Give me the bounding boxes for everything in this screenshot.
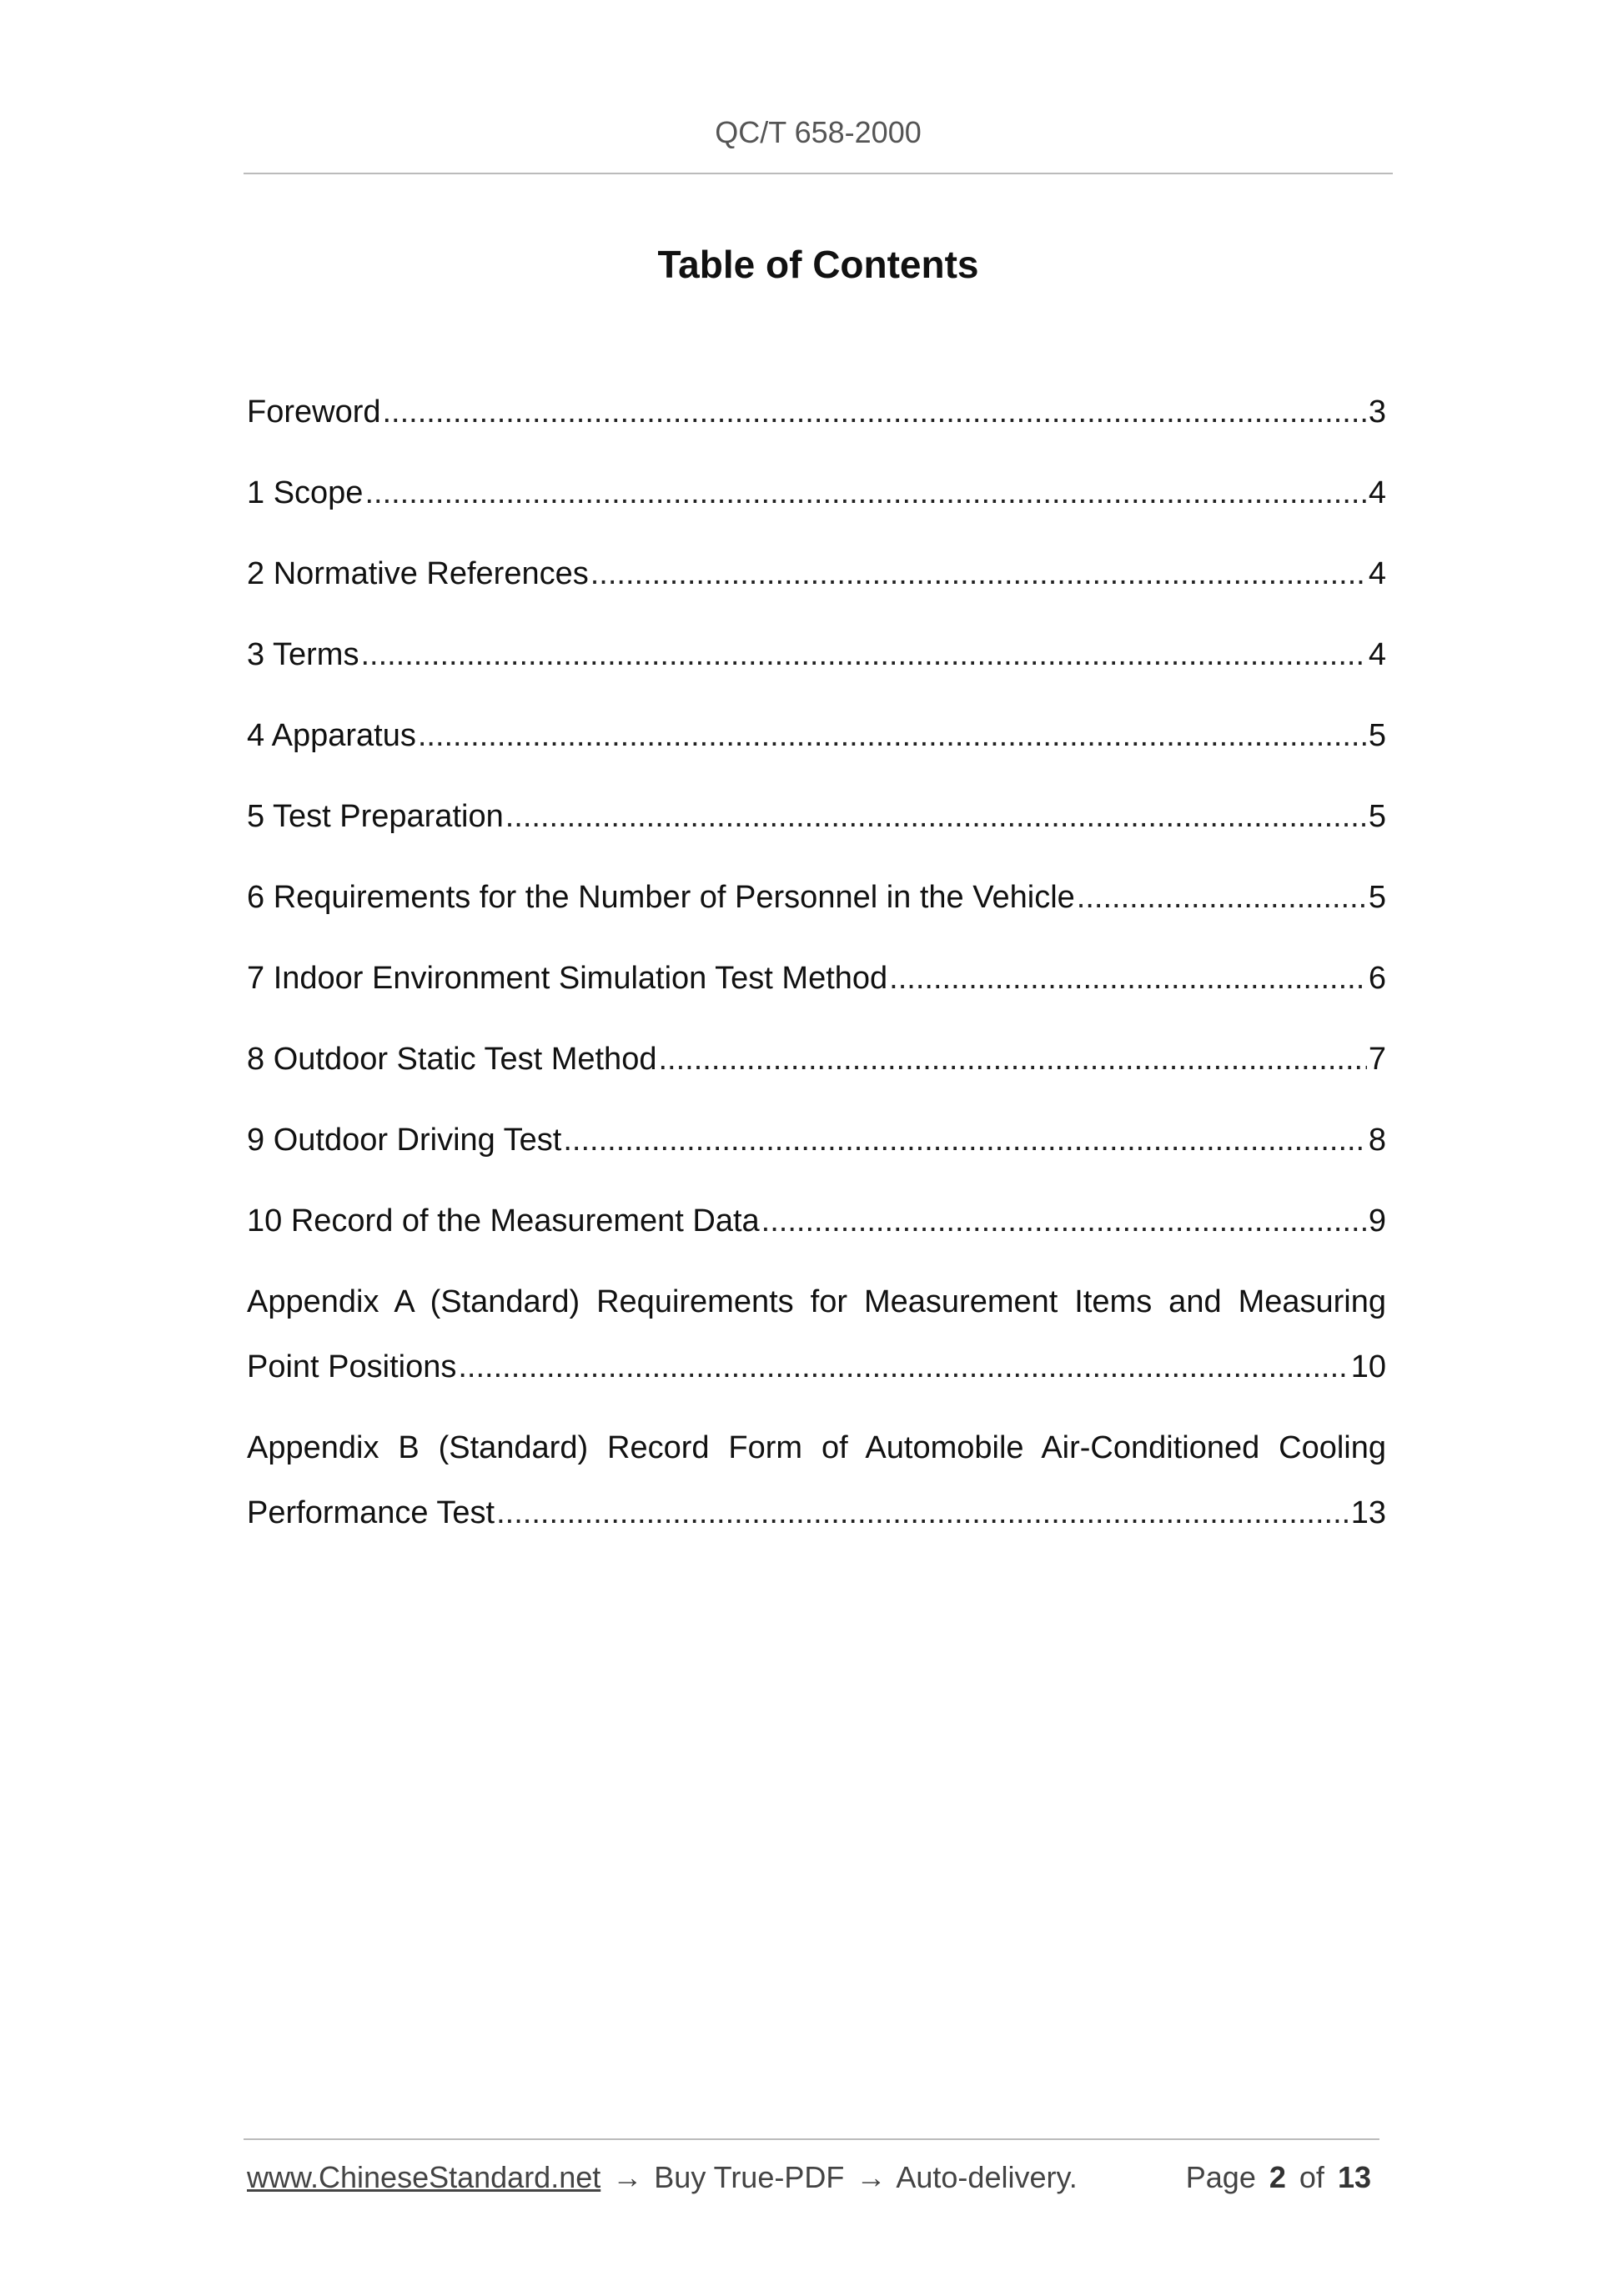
dot-leader	[418, 703, 1367, 768]
toc-page-number: 4	[1368, 556, 1386, 591]
delivery-text: Auto-delivery.	[896, 2160, 1078, 2194]
toc-page-number: 4	[1368, 637, 1386, 672]
dot-leader	[458, 1334, 1349, 1399]
footer-divider	[244, 2138, 1379, 2140]
toc-entry-outdoor-static[interactable]	[247, 1027, 1386, 1092]
dot-leader	[383, 379, 1367, 445]
buy-text: Buy True-PDF	[654, 2160, 845, 2194]
toc-entry-indoor-simulation[interactable]	[247, 946, 1386, 1011]
dot-leader	[1077, 865, 1367, 930]
current-page-number: 2	[1269, 2160, 1286, 2194]
toc-entry-test-preparation[interactable]	[247, 784, 1386, 849]
toc-entry-personnel-requirements[interactable]	[247, 865, 1386, 930]
dot-leader	[658, 1027, 1366, 1092]
toc-label: 8 Outdoor Static Test Method	[247, 1042, 657, 1077]
toc-page-number: 5	[1368, 799, 1386, 834]
website-link[interactable]: www.ChineseStandard.net	[247, 2160, 601, 2194]
toc-label: 3 Terms	[247, 637, 359, 672]
toc-entry-scope[interactable]	[247, 460, 1386, 525]
toc-page-number: 9	[1368, 1203, 1386, 1238]
dot-leader	[360, 622, 1366, 687]
toc-label: Performance Test	[247, 1495, 495, 1530]
of-word: of	[1299, 2160, 1324, 2194]
dot-leader	[761, 1188, 1367, 1254]
page-footer	[247, 2160, 1376, 2195]
toc-label: 4 Apparatus	[247, 718, 416, 753]
dot-leader	[505, 784, 1367, 849]
arrow-right-icon: →	[856, 2160, 887, 2194]
toc-entry-appendix-b[interactable]	[247, 1415, 1386, 1545]
toc-entry-terms[interactable]	[247, 622, 1386, 687]
arrow-right-icon: →	[612, 2160, 643, 2194]
toc-page-number: 3	[1368, 394, 1386, 430]
toc-page-number: 8	[1368, 1123, 1386, 1158]
dot-leader	[889, 946, 1367, 1011]
toc-label: 6 Requirements for the Number of Personnel in the Vehicle	[247, 880, 1075, 915]
toc-entry-normative-references[interactable]	[247, 541, 1386, 606]
toc-label: 7 Indoor Environment Simulation Test Method	[247, 961, 888, 996]
toc-label: 1 Scope	[247, 475, 364, 510]
toc-label: Foreword	[247, 394, 381, 430]
toc-label: 9 Outdoor Driving Test	[247, 1123, 562, 1158]
page-indicator	[1186, 2160, 1376, 2195]
toc-page-number: 4	[1368, 475, 1386, 510]
toc-entry-appendix-a[interactable]	[247, 1269, 1386, 1399]
toc-page-number: 6	[1368, 961, 1386, 996]
toc-label-line1: Appendix B (Standard) Record Form of Automobile Air-Conditioned Cooling	[247, 1430, 1386, 1465]
dot-leader	[590, 541, 1367, 606]
toc-entry-measurement-record[interactable]	[247, 1188, 1386, 1254]
toc-title: Table of Contents	[657, 243, 979, 286]
total-pages-number: 13	[1337, 2160, 1371, 2194]
toc-entry-outdoor-driving[interactable]	[247, 1108, 1386, 1173]
header-divider	[244, 173, 1393, 174]
footer-promo	[247, 2160, 1078, 2195]
toc-page-number: 13	[1350, 1495, 1386, 1530]
toc-page-number: 5	[1368, 880, 1386, 915]
toc-page-number: 10	[1350, 1349, 1386, 1384]
toc-label: 5 Test Preparation	[247, 799, 504, 834]
toc-label: Point Positions	[247, 1349, 457, 1384]
toc-entry-foreword[interactable]	[247, 379, 1386, 445]
dot-leader	[496, 1480, 1349, 1545]
page-word: Page	[1185, 2160, 1256, 2194]
page-header-code: QC/T 658-2000	[715, 115, 922, 149]
toc-label: 2 Normative References	[247, 556, 589, 591]
toc-page-number: 5	[1368, 718, 1386, 753]
table-of-contents	[247, 379, 1386, 1561]
toc-entry-apparatus[interactable]	[247, 703, 1386, 768]
toc-label: 10 Record of the Measurement Data	[247, 1203, 760, 1238]
dot-leader	[364, 460, 1366, 525]
dot-leader	[563, 1108, 1366, 1173]
toc-page-number: 7	[1368, 1042, 1386, 1077]
toc-label-line1: Appendix A (Standard) Requirements for Measurement Items and Measuring	[247, 1284, 1386, 1319]
